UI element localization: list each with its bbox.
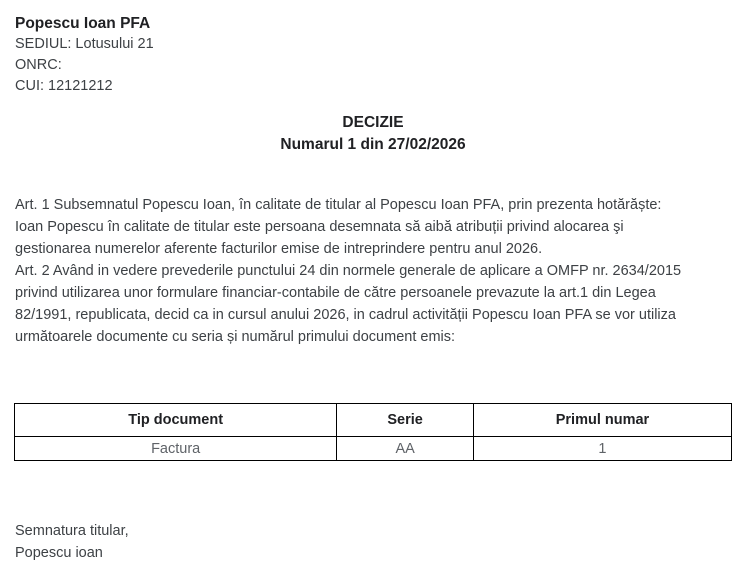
text-line: Art. 1 Subsemnatul Popescu Ioan, în calitate de titular al Popescu Ioan PFA, prin prezenta hotărăște: bbox=[15, 197, 662, 213]
signature-block bbox=[15, 520, 129, 564]
letterhead bbox=[15, 13, 154, 97]
table-header-row bbox=[15, 404, 732, 437]
article-2-paragraph bbox=[15, 260, 739, 348]
signature-name: Popescu ioan bbox=[15, 545, 103, 561]
table-row bbox=[15, 437, 732, 461]
cell-serie: AA bbox=[337, 437, 474, 461]
cell-tip-document: Factura bbox=[15, 437, 337, 461]
text-line: următoarele documente cu seria și numărul primului document emis: bbox=[15, 329, 456, 345]
text-line: Art. 2 Având in vedere prevederile punctului 24 din normele generale de aplicare a OMFP nr. 2634/2015 bbox=[15, 263, 682, 279]
document-body bbox=[15, 194, 739, 348]
document-number-line: Numarul 1 din 27/02/2026 bbox=[280, 136, 466, 153]
document-series-table bbox=[14, 403, 732, 461]
column-header-primul-numar: Primul numar bbox=[473, 404, 731, 437]
company-address: SEDIUL: Lotusului 21 bbox=[15, 36, 154, 52]
article-1-paragraph bbox=[15, 194, 739, 260]
column-header-tip-document: Tip document bbox=[15, 404, 337, 437]
column-header-serie: Serie bbox=[337, 404, 474, 437]
text-line: privind utilizarea unor formulare financiar-contabile de către persoanele prevazute la art.1 din Legea bbox=[15, 285, 656, 301]
company-cui: CUI: 12121212 bbox=[15, 78, 113, 94]
signature-label: Semnatura titular, bbox=[15, 523, 129, 539]
document-title: DECIZIE bbox=[342, 114, 404, 131]
text-line: 82/1991, republicata, decid ca in cursul anului 2026, in cadrul activității Popescu Ioan PFA se vor utiliza bbox=[15, 307, 676, 323]
company-name: Popescu Ioan PFA bbox=[15, 15, 151, 32]
text-line: gestionarea numerelor aferente facturilor emise de intreprindere pentru anul 2026. bbox=[15, 241, 543, 257]
company-onrc: ONRC: bbox=[15, 57, 62, 73]
cell-primul-numar: 1 bbox=[473, 437, 731, 461]
text-line: Ioan Popescu în calitate de titular este persoana desemnata să aibă atribuții privind alocarea şi bbox=[15, 219, 624, 235]
title-block bbox=[0, 112, 746, 156]
